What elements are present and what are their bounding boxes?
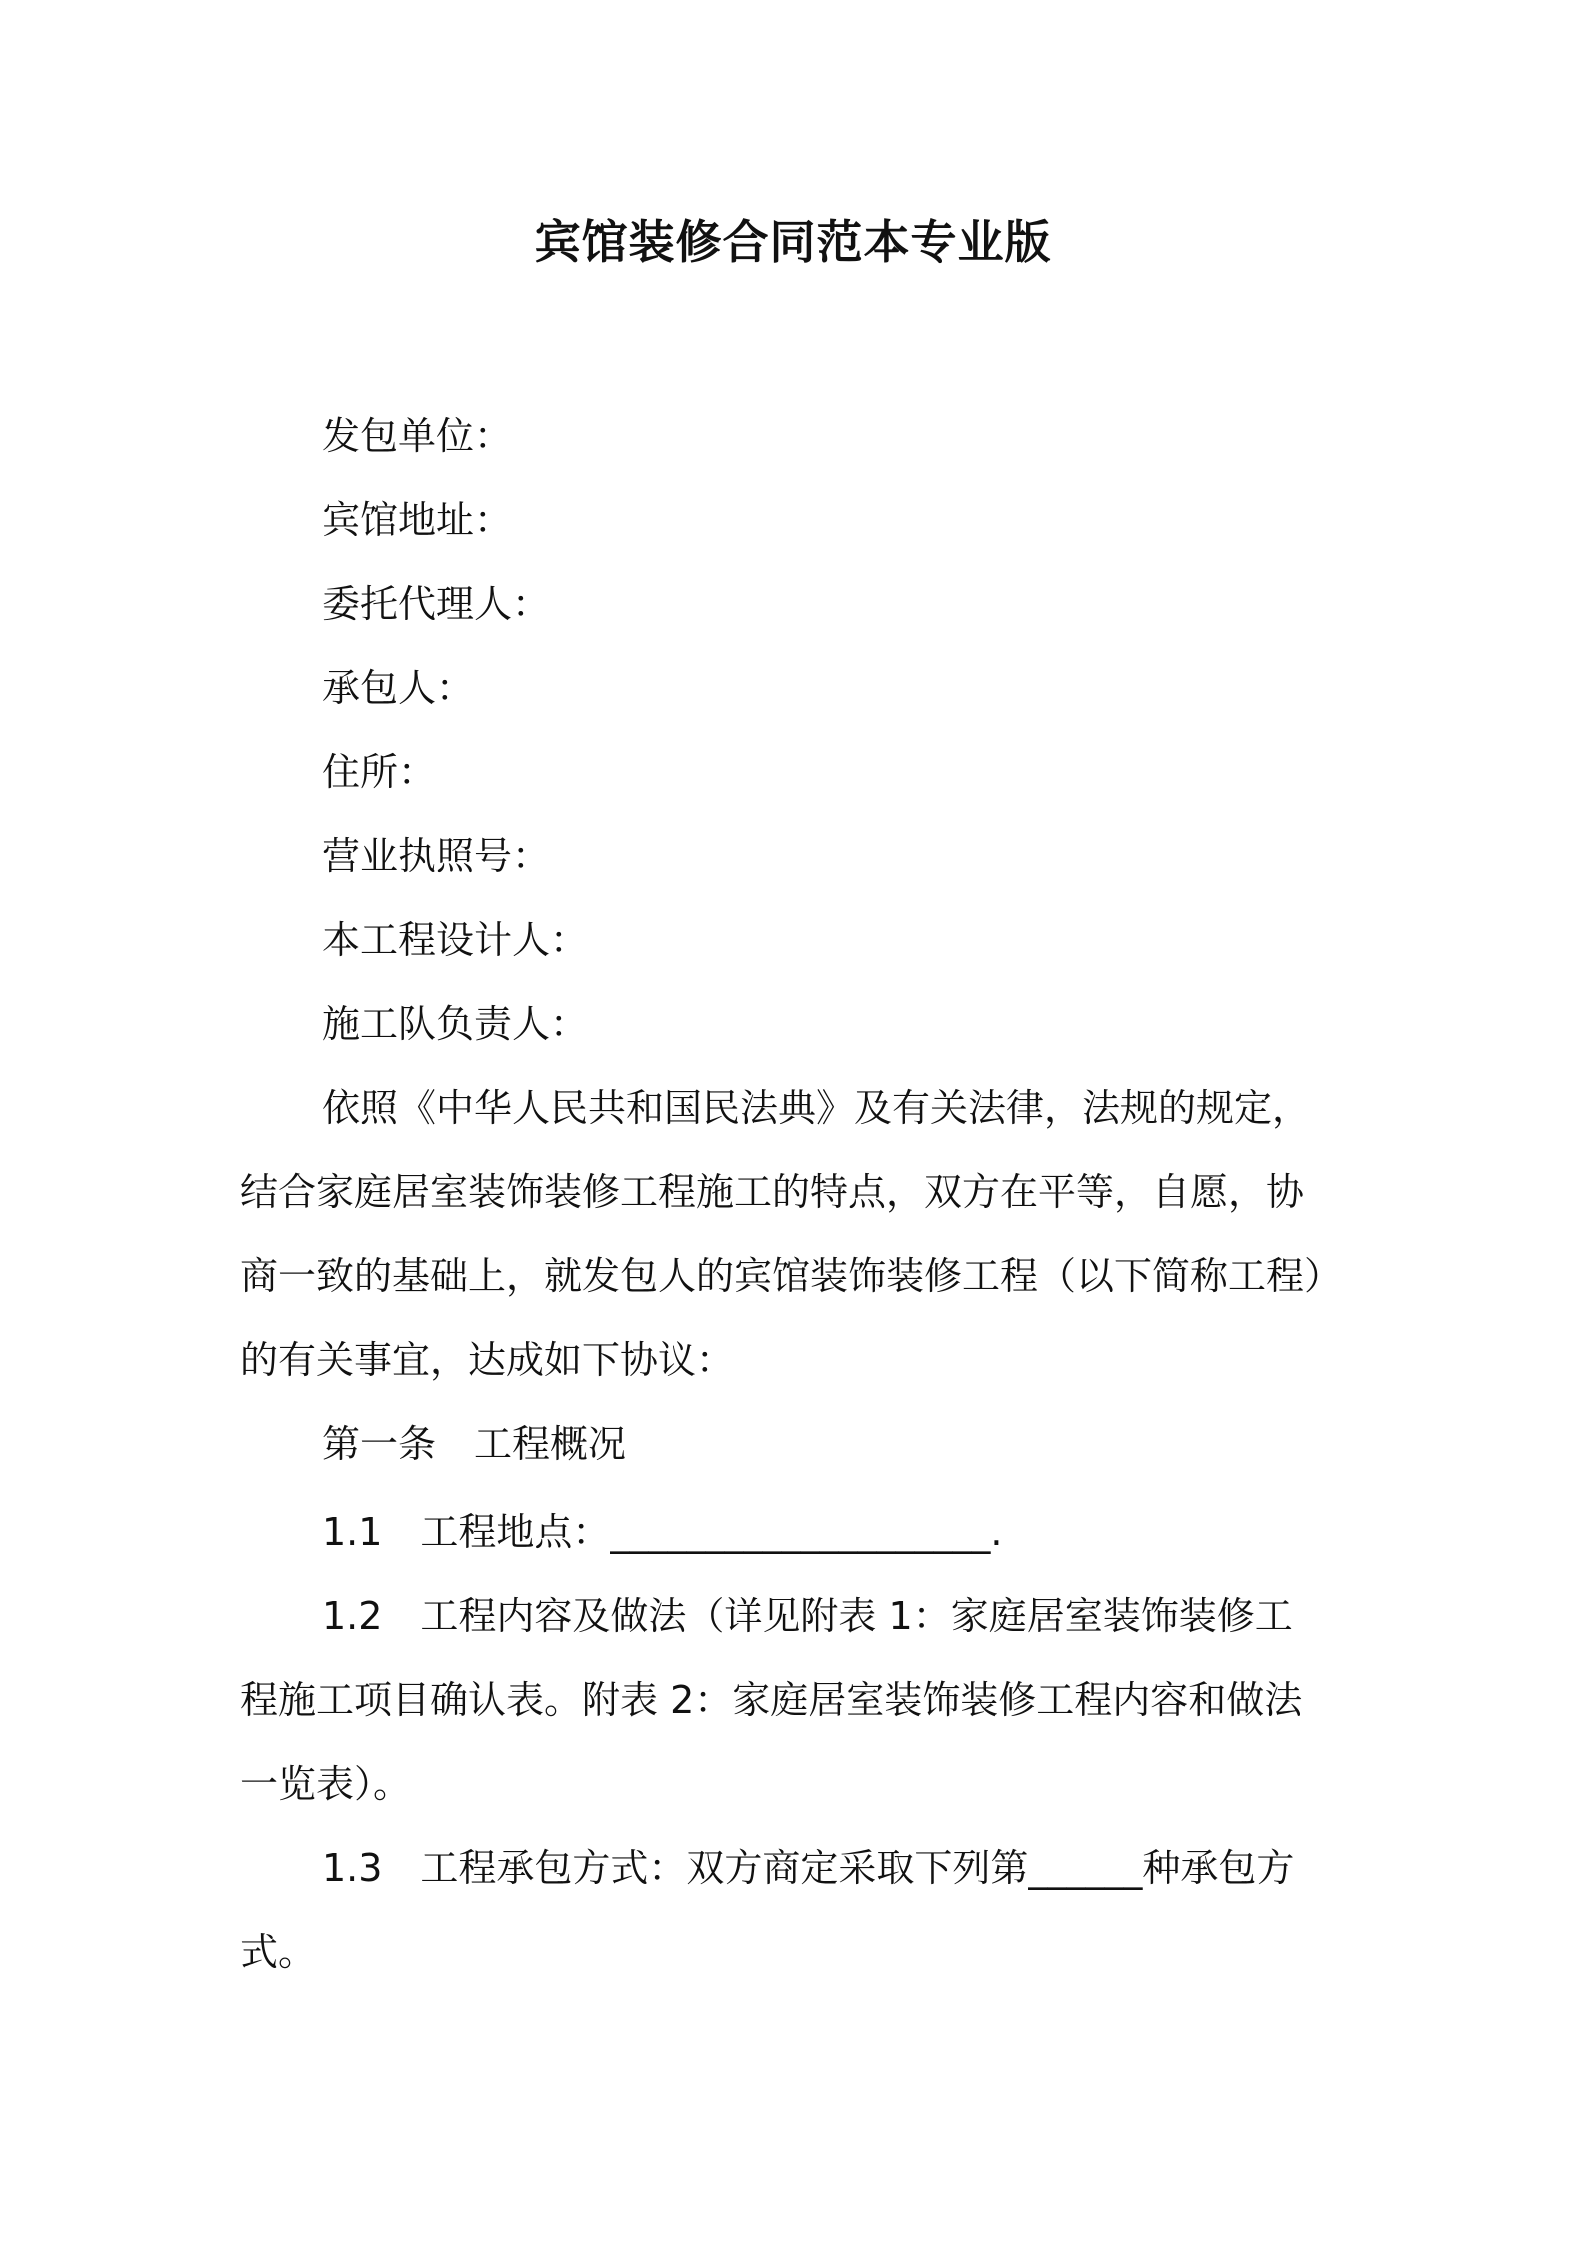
preamble-line: 商一致的基础上，就发包人的宾馆装饰装修工程（以下简称工程） bbox=[240, 1254, 1343, 1298]
field-hotel-address: 宾馆地址： bbox=[322, 498, 513, 542]
document-title: 宾馆装修合同范本专业版 bbox=[534, 215, 1052, 269]
field-employer: 发包单位： bbox=[322, 414, 513, 458]
preamble-line: 结合家庭居室装饰装修工程施工的特点，双方在平等，自愿，协 bbox=[240, 1170, 1305, 1214]
clause-1-1: 1.1 工程地点：____________________. bbox=[322, 1510, 1003, 1554]
field-crew-leader: 施工队负责人： bbox=[322, 1002, 589, 1046]
field-agent: 委托代理人： bbox=[322, 582, 551, 626]
preamble-line: 的有关事宜，达成如下协议： bbox=[240, 1338, 735, 1382]
preamble-line: 依照《中华人民共和国民法典》及有关法律，法规的规定， bbox=[322, 1086, 1311, 1130]
field-business-license: 营业执照号： bbox=[322, 834, 551, 878]
field-designer: 本工程设计人： bbox=[322, 918, 589, 962]
clause-1-2-line: 一览表）。 bbox=[240, 1762, 412, 1806]
clause-1-2-line: 1.2 工程内容及做法（详见附表 1：家庭居室装饰装修工 bbox=[322, 1594, 1293, 1638]
clause-1-3-line: 式。 bbox=[240, 1930, 317, 1974]
field-residence: 住所： bbox=[322, 750, 437, 794]
clause-1-3-line: 1.3 工程承包方式：双方商定采取下列第______种承包方 bbox=[322, 1846, 1295, 1890]
clause-1-2-line: 程施工项目确认表。附表 2：家庭居室装饰装修工程内容和做法 bbox=[240, 1678, 1303, 1722]
article-1-heading: 第一条 工程概况 bbox=[322, 1422, 627, 1466]
field-contractor: 承包人： bbox=[322, 666, 475, 710]
